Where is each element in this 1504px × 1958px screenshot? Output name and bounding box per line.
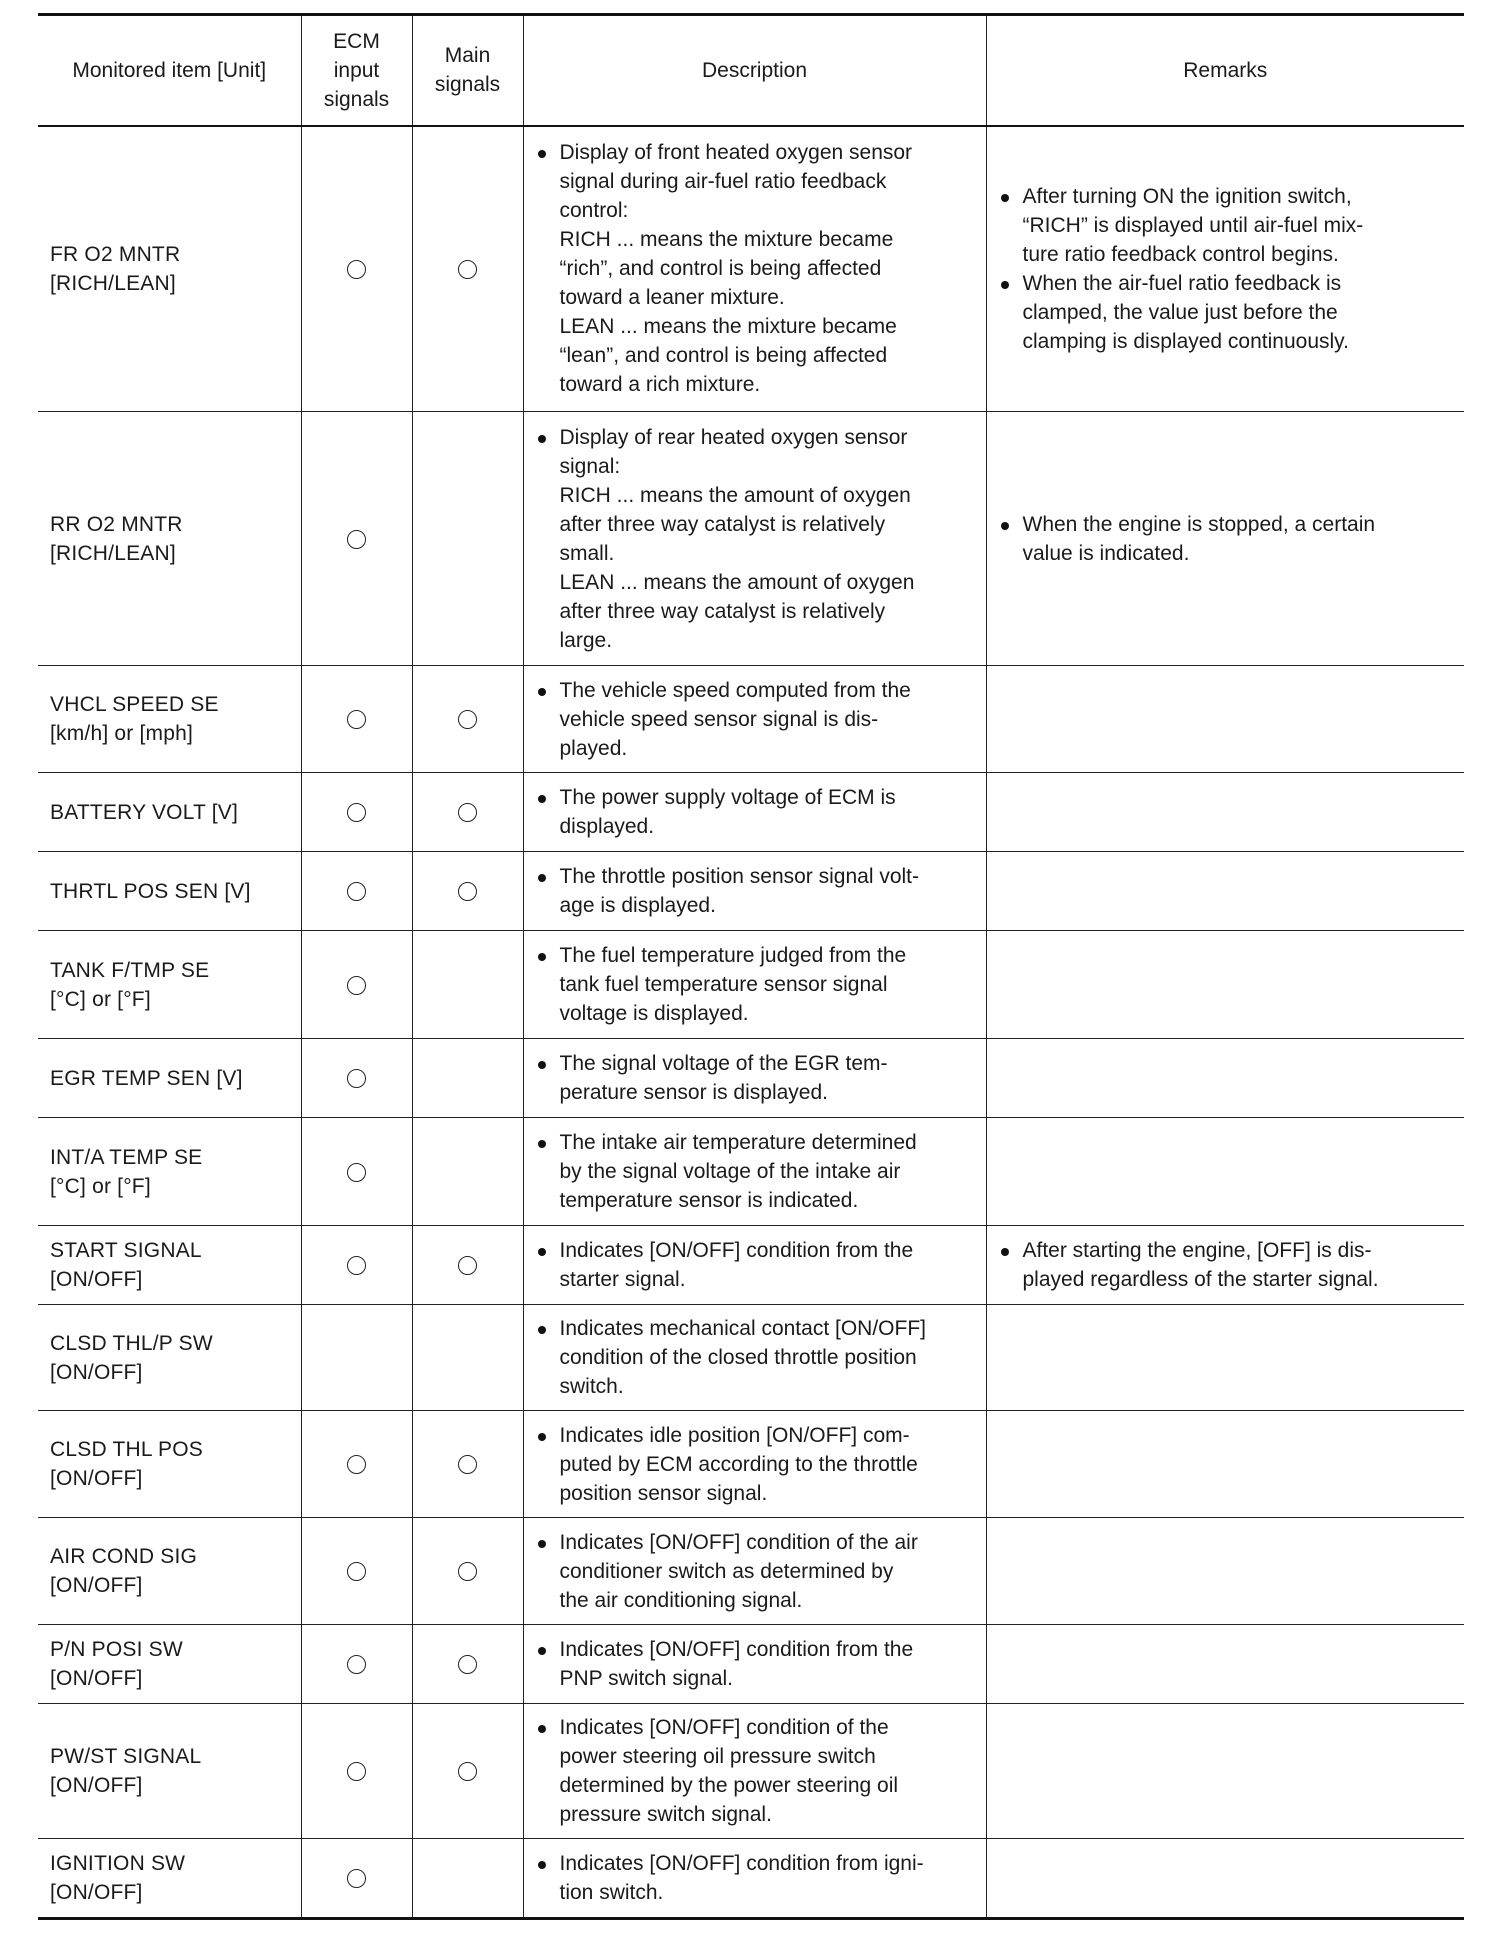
monitored-item-unit: [ON/OFF]: [50, 1881, 143, 1904]
main-signal-cell: [412, 1411, 523, 1518]
description-cell: [523, 666, 986, 773]
description-cell: [523, 1411, 986, 1518]
main-signal-cell: [412, 412, 523, 666]
main-signal-cell: [412, 773, 523, 852]
monitored-item-name: FR O2 MNTR: [50, 242, 181, 266]
remarks-cell: [986, 1118, 1464, 1226]
description-bullet: Indicates idle position [ON/OFF] com- puted by ECM according to the throttle position sensor signal.: [534, 1421, 978, 1508]
table-row: [38, 1305, 1464, 1411]
remarks-bullet: When the air-fuel ratio feedback is clamped, the value just before the clamping is displayed continuously.: [997, 269, 1457, 356]
description-cell: [523, 1305, 986, 1411]
monitored-item-name: START SIGNAL: [50, 1239, 202, 1262]
description-list: [524, 1306, 986, 1409]
description-cell: [523, 852, 986, 931]
circle-mark-icon: [347, 803, 366, 822]
monitored-item-name: IGNITION SW: [50, 1852, 186, 1875]
description-cell: [523, 1118, 986, 1226]
ecm-input-signal-cell: [301, 1839, 412, 1919]
main-signal-cell: [412, 1704, 523, 1839]
description-bullet: Indicates [ON/OFF] condition of the power steering oil pressure switch determined by the power steering oil pressure switch signal.: [534, 1713, 978, 1829]
remarks-list: [987, 502, 1465, 576]
monitored-item-unit: [ON/OFF]: [50, 1774, 143, 1797]
circle-mark-icon: [458, 1256, 477, 1275]
circle-mark-icon: [458, 882, 477, 901]
description-list: [524, 854, 986, 928]
header-main-signals: Main signals: [412, 15, 523, 126]
description-list: [524, 1841, 986, 1915]
table-header: [38, 15, 1464, 126]
main-signal-cell: [412, 1118, 523, 1226]
main-signal-cell: [412, 852, 523, 931]
table-row: [38, 852, 1464, 931]
table-row: [38, 412, 1464, 666]
description-bullet: Indicates [ON/OFF] condition from the PNP switch signal.: [534, 1635, 978, 1693]
description-bullet: Indicates [ON/OFF] condition from the starter signal.: [534, 1236, 978, 1294]
description-list: [524, 1041, 986, 1115]
monitored-item-cell: [38, 1226, 301, 1305]
remarks-cell: [986, 126, 1464, 412]
circle-mark-icon: [347, 976, 366, 995]
circle-mark-icon: [347, 882, 366, 901]
ecm-input-signal-cell: [301, 126, 412, 412]
ecm-input-signal-cell: [301, 773, 412, 852]
monitored-item-unit: [RICH/LEAN]: [50, 271, 176, 295]
description-list: [524, 1120, 986, 1223]
remarks-cell: [986, 412, 1464, 666]
remarks-cell: [986, 1411, 1464, 1518]
monitored-item-unit: [°C] or [°F]: [50, 987, 151, 1011]
description-cell: [523, 773, 986, 852]
remarks-cell: [986, 666, 1464, 773]
description-list: [524, 415, 986, 663]
circle-mark-icon: [347, 260, 366, 279]
monitored-item-unit: [km/h] or [mph]: [50, 722, 194, 745]
circle-mark-icon: [458, 1762, 477, 1781]
monitored-item-name: CLSD THL POS: [50, 1438, 203, 1461]
main-signal-cell: [412, 1039, 523, 1118]
circle-mark-icon: [347, 710, 366, 729]
circle-mark-icon: [347, 1163, 366, 1182]
main-signal-cell: [412, 1305, 523, 1411]
description-list: [524, 933, 986, 1036]
monitored-item-unit: [°C] or [°F]: [50, 1174, 151, 1198]
monitored-item-cell: [38, 666, 301, 773]
circle-mark-icon: [347, 1762, 366, 1781]
monitored-item-unit: [ON/OFF]: [50, 1360, 143, 1384]
table-row: [38, 1226, 1464, 1305]
monitored-item-name: P/N POSI SW: [50, 1638, 183, 1661]
ecm-input-signal-cell: [301, 412, 412, 666]
description-cell: [523, 1625, 986, 1704]
description-bullet: The vehicle speed computed from the vehicle speed sensor signal is dis- played.: [534, 676, 978, 763]
remarks-cell: [986, 1039, 1464, 1118]
monitored-item-unit: [ON/OFF]: [50, 1667, 143, 1690]
description-cell: [523, 1039, 986, 1118]
monitored-item-cell: [38, 1839, 301, 1919]
monitored-item-cell: [38, 1305, 301, 1411]
circle-mark-icon: [347, 1069, 366, 1088]
description-bullet: The signal voltage of the EGR tem- perature sensor is displayed.: [534, 1049, 978, 1107]
monitored-item-cell: [38, 852, 301, 931]
ecm-input-signal-cell: [301, 1118, 412, 1226]
description-list: [524, 775, 986, 849]
ecm-input-signal-cell: [301, 1411, 412, 1518]
circle-mark-icon: [458, 1655, 477, 1674]
table-body: [38, 126, 1464, 1919]
description-list: [524, 1228, 986, 1302]
circle-mark-icon: [347, 1869, 366, 1888]
description-list: [524, 1520, 986, 1623]
monitored-item-unit: [ON/OFF]: [50, 1268, 143, 1291]
main-signal-cell: [412, 1625, 523, 1704]
circle-mark-icon: [347, 1256, 366, 1275]
ecm-input-signal-cell: [301, 852, 412, 931]
monitored-item-cell: [38, 1118, 301, 1226]
table-row: [38, 666, 1464, 773]
remarks-bullet: After turning ON the ignition switch, “RICH” is displayed until air-fuel mix- ture ratio feedback control begins.: [997, 182, 1457, 269]
description-bullet: Display of front heated oxygen sensor signal during air-fuel ratio feedback control: RICH ... means the mixture became “rich”, and control is being affected toward a leaner mixture. LEAN ... means the mixture became “lean”, and control is being affected toward a rich mixture.: [534, 138, 978, 399]
ecm-input-signal-cell: [301, 1226, 412, 1305]
description-bullet: Indicates [ON/OFF] condition from igni- tion switch.: [534, 1849, 978, 1907]
main-signal-cell: [412, 666, 523, 773]
monitored-item-unit: [RICH/LEAN]: [50, 541, 176, 565]
circle-mark-icon: [458, 803, 477, 822]
monitored-item-name: INT/A TEMP SE: [50, 1145, 203, 1169]
description-bullet: The fuel temperature judged from the tank fuel temperature sensor signal voltage is displayed.: [534, 941, 978, 1028]
table-row: [38, 1039, 1464, 1118]
monitored-items-table-wrap: [38, 13, 1464, 1920]
circle-mark-icon: [347, 530, 366, 549]
remarks-list: [987, 1228, 1465, 1302]
table-row: [38, 1118, 1464, 1226]
description-bullet: Indicates [ON/OFF] condition of the air conditioner switch as determined by the air conditioning signal.: [534, 1528, 978, 1615]
description-list: [524, 1413, 986, 1516]
table-row: [38, 1704, 1464, 1839]
circle-mark-icon: [347, 1562, 366, 1581]
table-row: [38, 1625, 1464, 1704]
description-cell: [523, 1226, 986, 1305]
monitored-item-cell: [38, 773, 301, 852]
description-list: [524, 130, 986, 407]
circle-mark-icon: [347, 1655, 366, 1674]
circle-mark-icon: [458, 1455, 477, 1474]
description-bullet: The intake air temperature determined by the signal voltage of the intake air temperature sensor is indicated.: [534, 1128, 978, 1215]
description-cell: [523, 1839, 986, 1919]
table-row: [38, 773, 1464, 852]
main-signal-cell: [412, 1839, 523, 1919]
monitored-item-unit: [ON/OFF]: [50, 1467, 143, 1490]
remarks-cell: [986, 1704, 1464, 1839]
remarks-cell: [986, 1518, 1464, 1625]
monitored-item-name: RR O2 MNTR: [50, 512, 183, 536]
ecm-input-signal-cell: [301, 1625, 412, 1704]
description-cell: [523, 1704, 986, 1839]
description-bullet: The throttle position sensor signal volt- age is displayed.: [534, 862, 978, 920]
remarks-cell: [986, 931, 1464, 1039]
description-list: [524, 1705, 986, 1837]
monitored-item-cell: [38, 126, 301, 412]
ecm-input-signal-cell: [301, 666, 412, 773]
monitored-item-name: EGR TEMP SEN [V]: [50, 1066, 243, 1090]
ecm-input-signal-cell: [301, 1305, 412, 1411]
remarks-cell: [986, 852, 1464, 931]
monitored-item-name: VHCL SPEED SE: [50, 693, 219, 716]
monitored-item-cell: [38, 1518, 301, 1625]
remarks-cell: [986, 1226, 1464, 1305]
monitored-item-name: THRTL POS SEN [V]: [50, 879, 251, 903]
description-cell: [523, 412, 986, 666]
monitored-item-cell: [38, 412, 301, 666]
monitored-item-name: PW/ST SIGNAL: [50, 1745, 202, 1768]
header-monitored-item: Monitored item [Unit]: [72, 58, 267, 82]
description-bullet: Indicates mechanical contact [ON/OFF] condition of the closed throttle position switch.: [534, 1314, 978, 1401]
remarks-cell: [986, 1305, 1464, 1411]
table-row: [38, 1839, 1464, 1919]
description-bullet: Display of rear heated oxygen sensor signal: RICH ... means the amount of oxygen after three way catalyst is relatively small. LEAN ... means the amount of oxygen after three way catalyst is relatively large.: [534, 423, 978, 655]
main-signal-cell: [412, 931, 523, 1039]
monitored-item-name: AIR COND SIG: [50, 1545, 198, 1568]
circle-mark-icon: [458, 1562, 477, 1581]
ecm-input-signal-cell: [301, 931, 412, 1039]
header-remarks: Remarks: [986, 15, 1464, 126]
monitored-item-name: BATTERY VOLT [V]: [50, 800, 238, 824]
monitored-item-cell: [38, 931, 301, 1039]
description-cell: [523, 126, 986, 412]
main-signal-cell: [412, 1518, 523, 1625]
ecm-input-signal-cell: [301, 1704, 412, 1839]
description-bullet: The power supply voltage of ECM is displayed.: [534, 783, 978, 841]
circle-mark-icon: [458, 260, 477, 279]
main-signal-cell: [412, 1226, 523, 1305]
table-row: [38, 126, 1464, 412]
header-ecm-input-signals: ECM input signals: [301, 15, 412, 126]
description-list: [524, 668, 986, 771]
remarks-cell: [986, 1839, 1464, 1919]
monitored-item-name: TANK F/TMP SE: [50, 958, 210, 982]
table-row: [38, 931, 1464, 1039]
ecm-input-signal-cell: [301, 1039, 412, 1118]
description-cell: [523, 1518, 986, 1625]
remarks-cell: [986, 1625, 1464, 1704]
main-signal-cell: [412, 126, 523, 412]
circle-mark-icon: [458, 710, 477, 729]
table-row: [38, 1518, 1464, 1625]
monitored-item-cell: [38, 1625, 301, 1704]
remarks-bullet: When the engine is stopped, a certain value is indicated.: [997, 510, 1457, 568]
remarks-list: [987, 174, 1465, 364]
monitored-item-name: CLSD THL/P SW: [50, 1331, 213, 1355]
description-cell: [523, 931, 986, 1039]
ecm-input-signal-cell: [301, 1518, 412, 1625]
description-list: [524, 1627, 986, 1701]
monitored-item-cell: [38, 1039, 301, 1118]
monitored-item-unit: [ON/OFF]: [50, 1574, 143, 1597]
remarks-bullet: After starting the engine, [OFF] is dis- played regardless of the starter signal.: [997, 1236, 1457, 1294]
monitored-item-cell: [38, 1411, 301, 1518]
remarks-cell: [986, 773, 1464, 852]
table-row: [38, 1411, 1464, 1518]
header-description: Description: [523, 15, 986, 126]
circle-mark-icon: [347, 1455, 366, 1474]
monitored-items-table: [38, 13, 1464, 1920]
monitored-item-cell: [38, 1704, 301, 1839]
